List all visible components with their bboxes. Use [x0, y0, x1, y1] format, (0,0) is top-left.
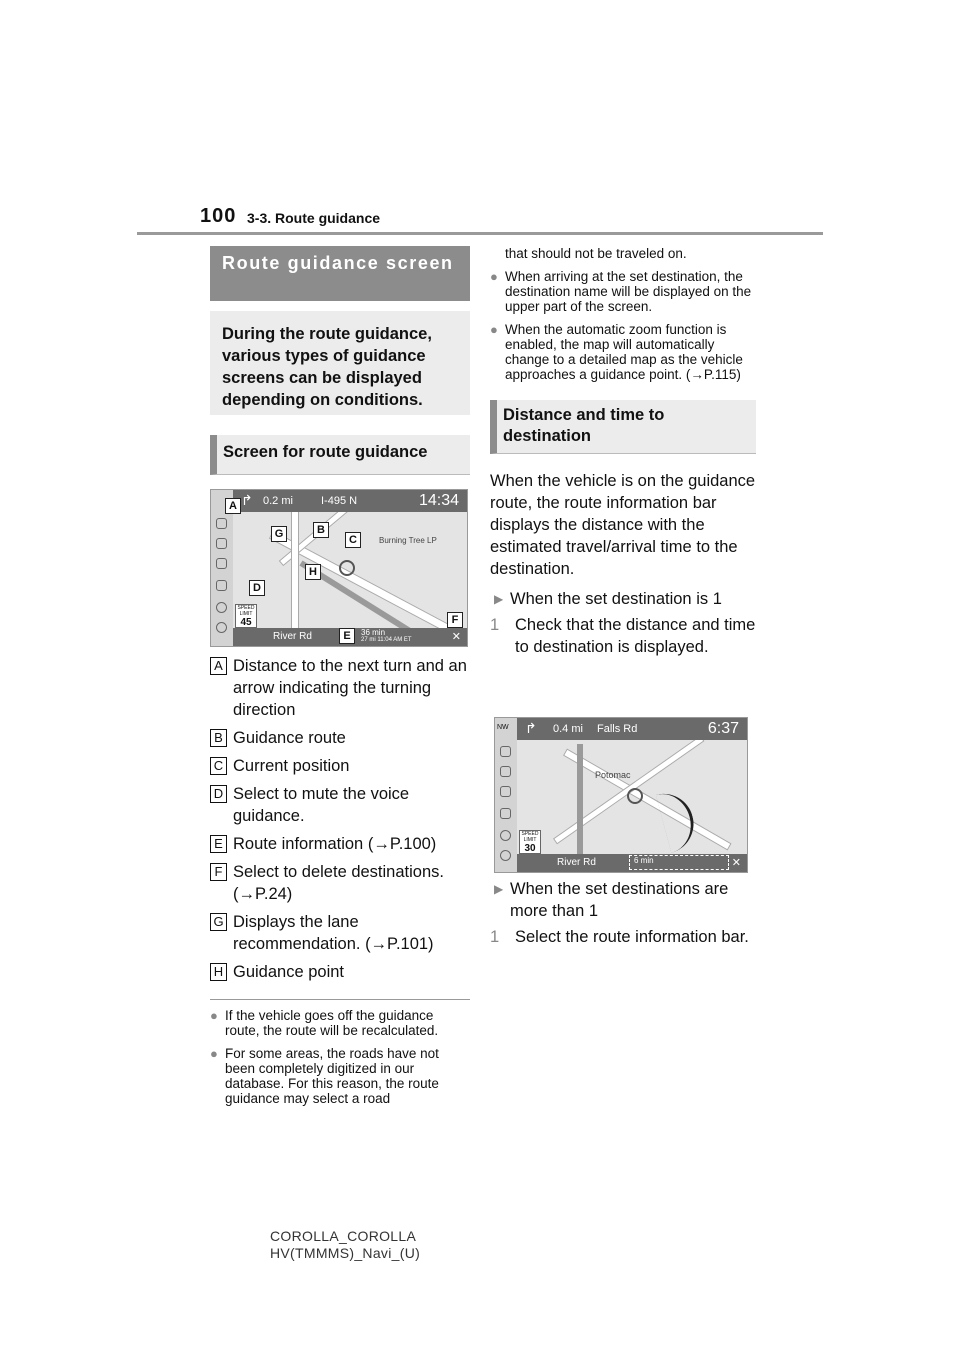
- callout-e: E: [339, 628, 355, 644]
- map-turn-bar: [233, 490, 467, 512]
- route-icon[interactable]: [500, 786, 511, 797]
- case-single-destination: [490, 588, 756, 610]
- map-place-label: Burning Tree LP: [379, 536, 437, 545]
- legend-item: [210, 655, 470, 721]
- section-heading: Route guidance screen: [210, 246, 470, 301]
- callout-d: D: [249, 580, 265, 596]
- bullet-icon: ●: [490, 322, 498, 337]
- left-column: [210, 246, 470, 1106]
- step-text: Select the route information bar.: [515, 928, 749, 946]
- footer-line: COROLLA_COROLLA: [270, 1228, 417, 1244]
- badge-g: G: [210, 913, 227, 931]
- search-icon[interactable]: [500, 746, 511, 757]
- bullet-icon: ●: [210, 1008, 218, 1023]
- body-paragraph: When the vehicle is on the guidance route, the route information bar displays the distance with the estimated travel/arrival time to the destination.: [490, 472, 756, 578]
- triangle-icon: ▶: [494, 592, 504, 606]
- callout-h: H: [305, 564, 321, 580]
- map-turn-bar: [517, 718, 747, 740]
- legend-text: Route information (→P.100): [233, 835, 437, 853]
- badge-d: D: [210, 785, 227, 803]
- bullet-icon: ●: [210, 1046, 218, 1061]
- step-item: [490, 926, 756, 948]
- menu-icon[interactable]: [216, 538, 227, 549]
- badge-h: H: [210, 963, 227, 981]
- legend-item: [210, 861, 470, 905]
- callout-a: A: [225, 498, 241, 514]
- next-road: Falls Rd: [597, 723, 638, 735]
- mute-voice-icon[interactable]: [216, 580, 227, 591]
- page-number: 100: [200, 205, 237, 227]
- callout-b: B: [313, 522, 329, 538]
- badge-b: B: [210, 729, 227, 747]
- footer-line: HV(TMMMS)_Navi_(U): [270, 1245, 421, 1261]
- note-item: [210, 1008, 470, 1038]
- legend-list: [210, 655, 470, 983]
- step-number: 1: [490, 928, 500, 946]
- legend-item: [210, 755, 470, 777]
- zoom-in-icon[interactable]: [500, 830, 511, 841]
- current-street: River Rd: [557, 857, 596, 868]
- case-text: When the set destination is 1: [510, 590, 722, 608]
- note-text: that should not be traveled on.: [505, 246, 687, 261]
- zoom-out-icon[interactable]: [216, 622, 227, 633]
- case-text: When the set destinations are more than 1: [510, 880, 729, 920]
- notes-divider: [210, 999, 470, 1000]
- note-continued: [490, 246, 756, 261]
- callout-f: F: [447, 612, 463, 628]
- step-item: [490, 614, 756, 658]
- zoom-in-icon[interactable]: [216, 602, 227, 613]
- note-item: [490, 322, 756, 382]
- eta-detail: 27 mi 11:04 AM ET: [361, 637, 412, 643]
- map-road: [291, 510, 299, 640]
- map-road: [563, 749, 732, 851]
- subheading-distance-time: Distance and time to destination: [490, 400, 756, 454]
- delete-destination-icon[interactable]: ✕: [451, 631, 461, 643]
- badge-f: F: [210, 863, 227, 881]
- speed-limit-sign: [235, 604, 257, 628]
- case-multiple-destinations: [490, 878, 756, 922]
- zoom-out-icon[interactable]: [500, 850, 511, 861]
- map-place-label: Potomac: [595, 770, 631, 780]
- route-guidance-map-screenshot: [210, 489, 468, 647]
- turn-arrow-icon: ↱: [241, 492, 253, 508]
- header-rule: [137, 232, 823, 235]
- legend-item: [210, 833, 470, 855]
- note-text: If the vehicle goes off the guidance route, the route will be recalculated.: [225, 1008, 439, 1038]
- map-side-toolbar: [495, 718, 517, 872]
- turn-distance: 0.4 mi: [553, 723, 583, 735]
- multiple-destinations-block: [490, 878, 756, 948]
- bullet-icon: ●: [490, 269, 498, 284]
- step-number: 1: [490, 616, 500, 634]
- eta-time: 6 min: [634, 856, 654, 865]
- speed-limit-label: SPEED LIMIT: [237, 605, 255, 617]
- legend-text: Guidance route: [233, 729, 346, 747]
- mute-voice-icon[interactable]: [500, 808, 511, 819]
- legend-item: [210, 727, 470, 749]
- current-street: River Rd: [273, 631, 312, 642]
- badge-e: E: [210, 835, 227, 853]
- route-info-highlight[interactable]: [629, 855, 729, 870]
- triangle-icon: ▶: [494, 882, 504, 896]
- eta-time: 36 min: [361, 628, 386, 637]
- note-text: For some areas, the roads have not been completely digitized in our database. For this reason, the route guidance may select a road: [225, 1046, 439, 1106]
- legend-item: [210, 783, 470, 827]
- legend-item: [210, 961, 470, 983]
- note-item: [210, 1046, 470, 1106]
- menu-icon[interactable]: [500, 766, 511, 777]
- note-text: When the automatic zoom function is enabled, the map will automatically change to a detailed map as the vehicle approaches a guidance point. (→P.115): [505, 322, 743, 382]
- clock: 6:37: [707, 720, 739, 737]
- note-item: [490, 269, 756, 314]
- legend-item: [210, 911, 470, 955]
- pointer-arrow: [656, 787, 701, 853]
- intro-box: During the route guidance, various types of guidance screens can be displayed depending on conditions.: [210, 311, 470, 415]
- distance-time-map-screenshot: [494, 717, 748, 873]
- section-title: 3-3. Route guidance: [247, 210, 381, 226]
- speed-limit-value: 30: [524, 843, 536, 854]
- note-text: When arriving at the set destination, the destination name will be displayed on the upper part of the screen.: [505, 269, 752, 314]
- turn-arrow-icon: ↱: [525, 720, 537, 736]
- search-icon[interactable]: [216, 518, 227, 529]
- legend-text: Displays the lane recommendation. (→P.101): [233, 913, 434, 953]
- badge-c: C: [210, 757, 227, 775]
- footer: [270, 1228, 420, 1262]
- badge-a: A: [210, 657, 227, 675]
- clock: 14:34: [418, 492, 459, 509]
- callout-c: C: [345, 532, 361, 548]
- route-icon[interactable]: [216, 558, 227, 569]
- current-position-marker: [339, 560, 355, 576]
- right-column: [490, 246, 756, 946]
- speed-limit-value: 45: [240, 617, 252, 628]
- compass[interactable]: NW: [497, 724, 509, 731]
- legend-text: Guidance point: [233, 963, 344, 981]
- speed-limit-label: SPEED LIMIT: [521, 831, 539, 843]
- subheading-route-screen: Screen for route guidance: [210, 435, 470, 475]
- next-road: I-495 N: [321, 495, 358, 507]
- delete-destination-icon[interactable]: ✕: [731, 857, 741, 869]
- current-position-marker: [627, 788, 643, 804]
- route-information-bar[interactable]: [517, 854, 747, 872]
- legend-text: Distance to the next turn and an arrow indicating the turning direction: [233, 657, 467, 719]
- turn-distance: 0.2 mi: [263, 495, 293, 507]
- legend-text: Select to delete destinations. (→P.24): [233, 863, 444, 903]
- legend-text: Current position: [233, 757, 350, 775]
- speed-limit-sign: [519, 830, 541, 854]
- legend-text: Select to mute the voice guidance.: [233, 785, 410, 825]
- step-text: Check that the distance and time to destination is displayed.: [515, 616, 756, 656]
- callout-g: G: [271, 526, 287, 542]
